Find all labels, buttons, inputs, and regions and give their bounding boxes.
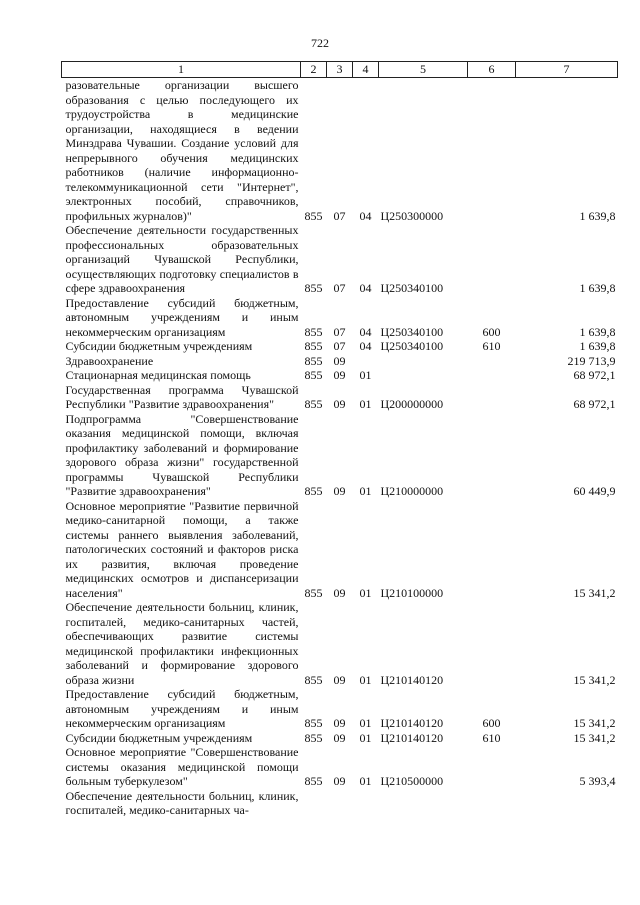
row-expense-type: 610 (482, 730, 501, 745)
row-name: Предоставление субсидий бюджетным, автономным учреждениям и иным некоммерческим организациям (65, 295, 299, 339)
row-subsection: 01 (359, 368, 372, 382)
row-target-code: Ц210500000 (380, 774, 444, 788)
row-section: 07 (333, 324, 346, 339)
row-grbs: 855 (304, 281, 323, 295)
row-name: Стационарная медицинская помощь (65, 368, 251, 382)
table-body (62, 78, 618, 818)
row-expense-type (468, 412, 516, 499)
table-row (62, 745, 618, 789)
row-amount: 60 449,9 (573, 484, 616, 498)
row-subsection: 04 (359, 208, 372, 223)
row-expense-type: 600 (482, 324, 501, 339)
row-subsection: 01 (359, 585, 372, 600)
table-row (62, 78, 618, 224)
row-amount: 1 639,8 (579, 339, 616, 353)
row-target-code: Ц200000000 (380, 397, 444, 411)
column-header-6: 6 (468, 62, 516, 78)
column-number-header-row (62, 62, 618, 78)
row-target-code: Ц210000000 (380, 484, 444, 498)
row-target-code (379, 354, 468, 369)
row-target-code: Ц250300000 (380, 208, 444, 223)
row-target-code: Ц210100000 (380, 585, 444, 600)
row-grbs: 855 (304, 208, 323, 223)
table-row (62, 223, 618, 296)
row-target-code: Ц210140120 (380, 730, 444, 745)
row-grbs: 855 (304, 339, 323, 353)
row-section: 09 (333, 730, 346, 745)
row-subsection: 01 (359, 397, 372, 411)
row-grbs: 855 (304, 730, 323, 745)
row-name: Субсидии бюджетным учреждениям (65, 730, 253, 745)
row-expense-type (468, 745, 516, 789)
row-grbs: 855 (304, 484, 323, 498)
row-grbs: 855 (304, 324, 323, 339)
row-grbs: 855 (304, 774, 323, 788)
row-amount: 68 972,1 (573, 368, 616, 382)
row-section: 07 (333, 339, 346, 353)
row-grbs: 855 (304, 585, 323, 600)
row-amount: 15 341,2 (573, 716, 616, 730)
table-row (62, 600, 618, 687)
row-section: 09 (333, 397, 346, 411)
row-expense-type (468, 354, 516, 369)
row-expense-type: 610 (482, 339, 501, 353)
row-amount: 15 341,2 (573, 585, 616, 600)
row-subsection: 01 (359, 716, 372, 730)
row-section: 07 (333, 281, 346, 295)
row-grbs: 855 (304, 397, 323, 411)
row-subsection (353, 354, 379, 369)
row-grbs (301, 789, 327, 818)
row-amount: 15 341,2 (573, 672, 616, 687)
row-subsection: 04 (359, 324, 372, 339)
table-row (62, 296, 618, 340)
row-amount: 1 639,8 (579, 324, 616, 339)
page-number: 722 (311, 36, 329, 50)
row-expense-type: 600 (482, 716, 501, 730)
row-expense-type (468, 368, 516, 383)
row-section: 07 (333, 208, 346, 223)
row-subsection: 01 (359, 774, 372, 788)
row-grbs: 855 (304, 672, 323, 687)
row-target-code: Ц210140120 (380, 672, 444, 687)
row-section: 09 (333, 585, 346, 600)
budget-table (61, 61, 617, 818)
table-row (62, 499, 618, 601)
row-grbs: 855 (304, 716, 323, 730)
row-name: Субсидии бюджетным учреждениям (65, 339, 253, 353)
column-header-2: 2 (301, 62, 327, 78)
table-row (62, 339, 618, 354)
row-name: Обеспечение деятельности государственных профессиональных образовательных организаций Чувашской Республики, осуществляющих подготовку специалистов в сфере здравоохранения (65, 223, 299, 295)
row-target-code: Ц210140120 (380, 716, 444, 730)
row-name: Обеспечение деятельности больниц, клиник, госпиталей, медико-санитарных ча- (65, 788, 299, 817)
row-target-code (379, 789, 468, 818)
row-target-code: Ц250340100 (380, 339, 444, 353)
row-expense-type (468, 600, 516, 687)
table-row (62, 354, 618, 369)
row-name: Здравоохранение (65, 353, 154, 368)
table-row (62, 687, 618, 731)
row-name: разовательные организации высшего образования с целью последующего их трудоустройства в медицинские организации, находящиеся в ведении Минздрава Чувашии. Создание условий для непрерывного обучения медицинских работников (наличие информационно-телекоммуникационной сети "Интернет", электронных пособий, справочников, профильных журналов)" (65, 78, 299, 223)
row-section: 09 (333, 368, 346, 382)
column-header-1: 1 (62, 62, 301, 78)
row-subsection: 04 (359, 281, 372, 295)
row-grbs: 855 (304, 368, 323, 382)
row-section: 09 (333, 353, 346, 368)
row-name: Подпрограмма "Совершенствование оказания медицинской помощи, включая профилактику заболеваний и формирование здорового образа жизни" государственной программы Чувашской Республики "Развитие здравоохранения" (65, 411, 299, 498)
row-subsection: 01 (359, 672, 372, 687)
row-section: 09 (333, 672, 346, 687)
row-subsection: 01 (359, 484, 372, 498)
row-expense-type (468, 383, 516, 412)
row-name: Обеспечение деятельности больниц, клиник, госпиталей, медико-санитарных частей, обеспечивающих развитие системы медицинской профилактики инфекционных заболеваний и формирование здорового образа жизни (65, 600, 299, 687)
row-amount: 68 972,1 (573, 397, 616, 411)
row-expense-type (468, 789, 516, 818)
row-target-code: Ц250340100 (380, 324, 444, 339)
row-expense-type (468, 499, 516, 601)
row-section: 09 (333, 484, 346, 498)
row-section: 09 (333, 774, 346, 788)
row-amount: 5 393,4 (579, 774, 616, 788)
row-subsection (353, 789, 379, 818)
column-header-5: 5 (379, 62, 468, 78)
row-expense-type (468, 78, 516, 224)
row-target-code: Ц250340100 (380, 281, 444, 295)
column-header-7: 7 (516, 62, 618, 78)
table-row (62, 412, 618, 499)
row-amount: 219 713,9 (567, 353, 616, 368)
row-target-code (379, 368, 468, 383)
row-section (327, 789, 353, 818)
row-name: Государственная программа Чувашской Республики "Развитие здравоохранения" (65, 382, 299, 411)
table-row (62, 383, 618, 412)
table-row (62, 368, 618, 383)
row-section: 09 (333, 716, 346, 730)
row-grbs: 855 (304, 353, 323, 368)
row-expense-type (468, 223, 516, 296)
row-amount: 1 639,8 (579, 281, 616, 295)
column-header-3: 3 (327, 62, 353, 78)
row-name: Предоставление субсидий бюджетным, автономным учреждениям и иным некоммерческим организациям (65, 687, 299, 730)
row-amount: 1 639,8 (579, 208, 616, 223)
row-amount: 15 341,2 (573, 730, 616, 745)
table-row (62, 789, 618, 818)
table-row (62, 731, 618, 746)
row-name: Основное мероприятие "Совершенствование системы оказания медицинской помощи больным туберкулезом" (65, 745, 299, 788)
row-name: Основное мероприятие "Развитие первичной медико-санитарной помощи, а также системы раннего выявления заболеваний, патологических состояний и факторов риска их развития, включая проведение медицинских осмотров и диспансеризации населения" (65, 498, 299, 600)
column-header-4: 4 (353, 62, 379, 78)
row-amount (516, 789, 618, 818)
row-subsection: 01 (359, 730, 372, 745)
row-subsection: 04 (359, 339, 372, 353)
